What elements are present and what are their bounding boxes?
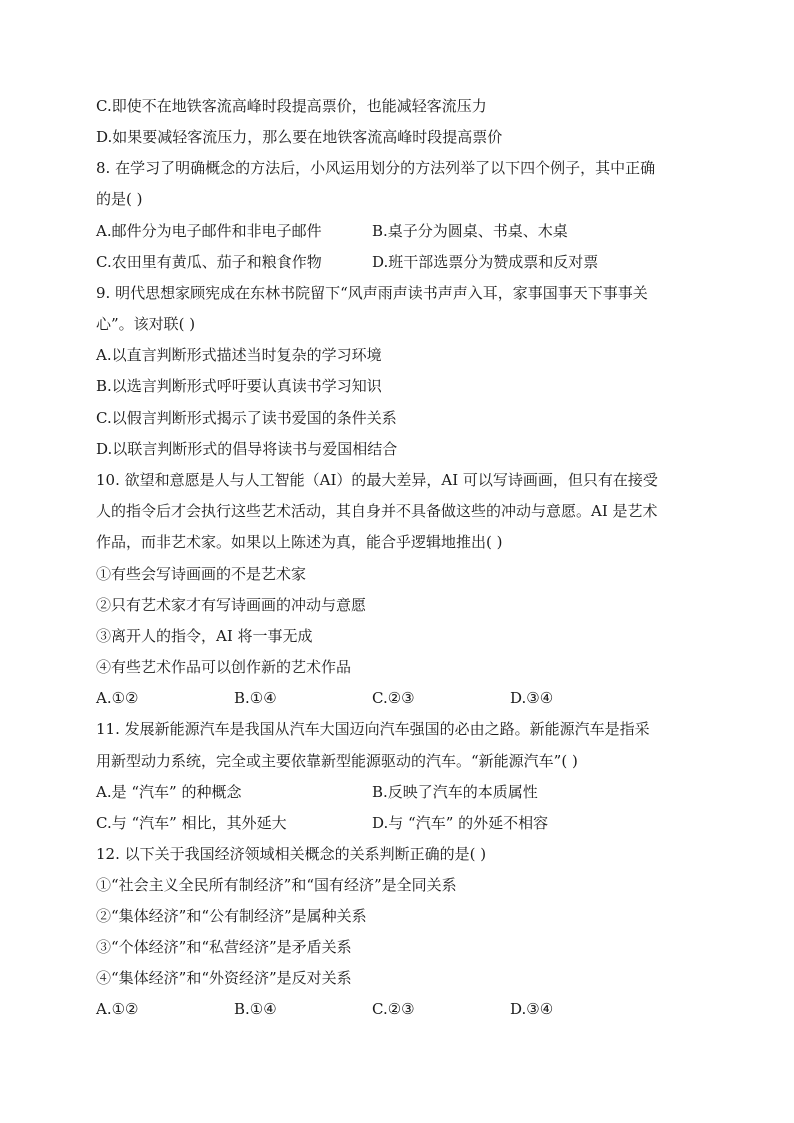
q12-statement-2: ②“集体经济”和“公有制经济”是属种关系 [96, 907, 367, 925]
q10-option-d: D.③④ [510, 689, 554, 707]
q8-stem-line-1: 8. 在学习了明确概念的方法后，小风运用划分的方法列举了以下四个例子，其中正确 [96, 159, 656, 177]
q12-stem-line-1: 12. 以下关于我国经济领域相关概念的关系判断正确的是( ) [96, 845, 487, 863]
q8-option-b: B.桌子分为圆桌、书桌、木桌 [372, 222, 568, 240]
q12-statement-3: ③“个体经济”和“私营经济”是矛盾关系 [96, 938, 352, 956]
q11-stem-line-2: 用新型动力系统，完全或主要依靠新型能源驱动的汽车。“新能源汽车”( ) [96, 752, 578, 770]
q10-option-a: A.①② [96, 689, 139, 707]
q12-statement-1: ①“社会主义全民所有制经济”和“国有经济”是全同关系 [96, 876, 457, 894]
q10-option-c: C.②③ [372, 689, 415, 707]
q9-stem-line-2: 心”。该对联( ) [96, 315, 196, 333]
q10-statement-2: ②只有艺术家才有写诗画画的冲动与意愿 [96, 596, 367, 614]
q12-statement-4: ④“集体经济”和“外资经济”是反对关系 [96, 969, 352, 987]
q11-option-b: B.反映了汽车的本质属性 [372, 783, 538, 801]
q12-option-b: B.①④ [234, 1000, 277, 1018]
q7-option-c: C.即使不在地铁客流高峰时段提高票价，也能减轻客流压力 [96, 97, 487, 115]
q12-option-a: A.①② [96, 1000, 139, 1018]
q11-option-d: D.与 “汽车” 的外延不相容 [372, 814, 549, 832]
q9-option-a: A.以直言判断形式描述当时复杂的学习环境 [96, 346, 382, 364]
q10-stem-line-3: 作品，而非艺术家。如果以上陈述为真，能合乎逻辑地推出( ) [96, 533, 503, 551]
q12-option-d: D.③④ [510, 1000, 554, 1018]
q10-statement-3: ③离开人的指令，AI 将一事无成 [96, 627, 313, 645]
q7-option-d: D.如果要减轻客流压力，那么要在地铁客流高峰时段提高票价 [96, 128, 503, 146]
q10-statement-1: ①有些会写诗画画的不是艺术家 [96, 565, 307, 583]
q9-option-c: C.以假言判断形式揭示了读书爱国的条件关系 [96, 409, 397, 427]
q8-stem-line-2: 的是( ) [96, 190, 143, 208]
q10-stem-line-2: 人的指令后才会执行这些艺术活动，其自身并不具备做这些的冲动与意愿。AI 是艺术 [96, 502, 658, 520]
q10-stem-line-1: 10. 欲望和意愿是人与人工智能（AI）的最大差异，AI 可以写诗画画，但只有在接受 [96, 471, 658, 489]
q9-option-b: B.以选言判断形式呼吁要认真读书学习知识 [96, 377, 382, 395]
q9-stem-line-1: 9. 明代思想家顾宪成在东林书院留下“风声雨声读书声声入耳，家事国事天下事事关 [96, 284, 648, 302]
q11-stem-line-1: 11. 发展新能源汽车是我国从汽车大国迈向汽车强国的必由之路。新能源汽车是指采 [96, 720, 650, 738]
q10-option-b: B.①④ [234, 689, 277, 707]
q9-option-d: D.以联言判断形式的倡导将读书与爱国相结合 [96, 440, 398, 458]
q8-option-c: C.农田里有黄瓜、茄子和粮食作物 [96, 253, 322, 271]
q8-option-a: A.邮件分为电子邮件和非电子邮件 [96, 222, 322, 240]
q11-option-c: C.与 “汽车” 相比，其外延大 [96, 814, 287, 832]
q11-option-a: A.是 “汽车” 的种概念 [96, 783, 242, 801]
q10-statement-4: ④有些艺术作品可以创作新的艺术作品 [96, 658, 352, 676]
q8-option-d: D.班干部选票分为赞成票和反对票 [372, 253, 599, 271]
q12-option-c: C.②③ [372, 1000, 415, 1018]
